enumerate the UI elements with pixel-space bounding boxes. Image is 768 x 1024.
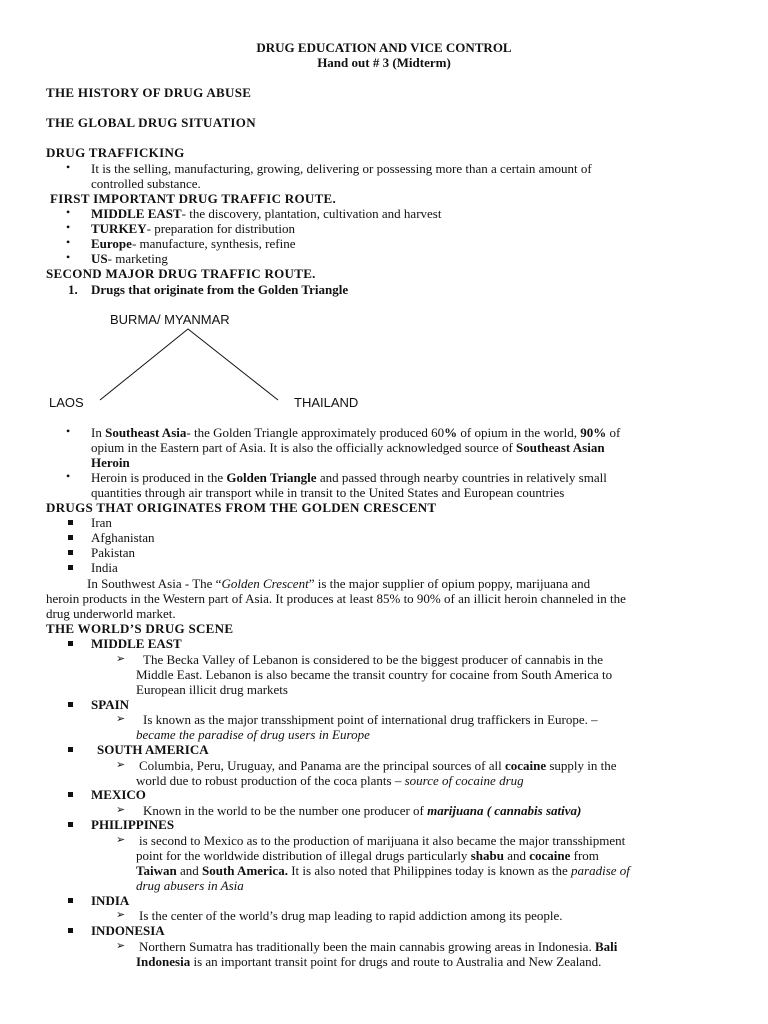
trafficking-def-line1: It is the selling, manufacturing, growing, delivering or possessing more than a certain amount of [91, 161, 592, 176]
region-india: INDIA [91, 893, 130, 908]
middle-east-line2: Middle East. Lebanon is also became the transit country for cocaine from South America to [136, 667, 613, 682]
indonesia-line2: Indonesia is an important transit point for drugs and route to Australia and New Zealand. [136, 954, 602, 969]
golden-triangle-bullet-1-line1: In Southeast Asia- the Golden Triangle approximately produced 60% of opium in the world, 90% of [91, 425, 621, 440]
crescent-country: India [91, 560, 118, 575]
document-subtitle: Hand out # 3 (Midterm) [317, 55, 451, 70]
arrow-bullet-icon: ➢ [116, 940, 126, 952]
triangle-outline [100, 329, 278, 400]
arrow-bullet-icon: ➢ [116, 909, 126, 921]
section-history: THE HISTORY OF DRUG ABUSE [46, 85, 252, 100]
golden-triangle-bullet-1-line2: opium in the Eastern part of Asia. It is also the officially acknowledged source of Southeast Asian [91, 440, 605, 455]
first-route-item: Europe- manufacture, synthesis, refine [91, 236, 296, 251]
arrow-bullet-icon: ➢ [116, 653, 126, 665]
square-bullet-icon [68, 822, 73, 827]
region-south-america: SOUTH AMERICA [97, 742, 209, 757]
triangle-label-left: LAOS [49, 395, 84, 410]
mexico-line1: Known in the world to be the number one producer of marijuana ( cannabis sativa) [143, 803, 582, 818]
square-bullet-icon [68, 550, 73, 555]
crescent-country: Iran [91, 515, 112, 530]
region-philippines: PHILIPPINES [91, 817, 175, 832]
philippines-line2: point for the worldwide distribution of illegal drugs particularly shabu and cocaine from [136, 848, 599, 863]
region-indonesia: INDONESIA [91, 923, 165, 938]
philippines-line3: Taiwan and South America. It is also noted that Philippines today is known as the paradise of [136, 863, 630, 878]
second-route-heading: SECOND MAJOR DRUG TRAFFIC ROUTE. [46, 266, 316, 281]
bullet-icon: • [66, 205, 71, 219]
south-america-line2: world due to robust production of the coca plants – source of cocaine drug [136, 773, 524, 788]
spain-line1: Is known as the major transshipment point of international drug traffickers in Europe. – [143, 712, 598, 727]
section-global: THE GLOBAL DRUG SITUATION [46, 115, 256, 130]
region-spain: SPAIN [91, 697, 130, 712]
golden-triangle-title: Drugs that originate from the Golden Triangle [91, 282, 349, 297]
first-route-item: US- marketing [91, 251, 168, 266]
arrow-bullet-icon: ➢ [116, 834, 126, 846]
crescent-paragraph-line2: heroin products in the Western part of Asia. It produces at least 85% to 90% of an illicit heroin channeled in the [46, 591, 626, 606]
india-line1: Is the center of the world’s drug map leading to rapid addiction among its people. [139, 908, 563, 923]
south-america-line1: Columbia, Peru, Uruguay, and Panama are the principal sources of all cocaine supply in the [139, 758, 617, 773]
square-bullet-icon [68, 898, 73, 903]
section-trafficking: DRUG TRAFFICKING [46, 145, 185, 160]
golden-triangle-bullet-2-line2: quantities through air transport while in transit to the United States and European countries [91, 485, 565, 500]
golden-triangle-bullet-1-line3: Heroin [91, 455, 130, 470]
document-title: DRUG EDUCATION AND VICE CONTROL [256, 40, 512, 55]
arrow-bullet-icon: ➢ [116, 804, 126, 816]
square-bullet-icon [68, 928, 73, 933]
arrow-bullet-icon: ➢ [116, 713, 126, 725]
spain-line2: became the paradise of drug users in Europe [136, 727, 370, 742]
middle-east-line3: European illicit drug markets [136, 682, 288, 697]
crescent-country: Afghanistan [91, 530, 155, 545]
bullet-icon: • [66, 250, 71, 264]
philippines-line4: drug abusers in Asia [136, 878, 244, 893]
square-bullet-icon [68, 520, 73, 525]
square-bullet-icon [68, 702, 73, 707]
crescent-country: Pakistan [91, 545, 136, 560]
square-bullet-icon [68, 565, 73, 570]
middle-east-line1: The Becka Valley of Lebanon is considered to be the biggest producer of cannabis in the [143, 652, 604, 667]
first-route-heading: FIRST IMPORTANT DRUG TRAFFIC ROUTE. [50, 191, 337, 206]
bullet-icon: • [66, 469, 71, 483]
indonesia-line1: Northern Sumatra has traditionally been the main cannabis growing areas in Indonesia. Bali [139, 939, 618, 954]
trafficking-def-line2: controlled substance. [91, 176, 201, 191]
square-bullet-icon [68, 641, 73, 646]
philippines-line1: is second to Mexico as to the production of marijuana it also became the major transshipment [139, 833, 626, 848]
crescent-paragraph-line3: drug underworld market. [46, 606, 176, 621]
world-scene-heading: THE WORLD’S DRUG SCENE [46, 621, 234, 636]
bullet-icon: • [66, 220, 71, 234]
arrow-bullet-icon: ➢ [116, 759, 126, 771]
golden-crescent-heading: DRUGS THAT ORIGINATES FROM THE GOLDEN CRESCENT [46, 500, 437, 515]
region-middle-east: MIDDLE EAST [91, 636, 182, 651]
square-bullet-icon [68, 792, 73, 797]
golden-triangle-bullet-2-line1: Heroin is produced in the Golden Triangle and passed through nearby countries in relatively small [91, 470, 607, 485]
bullet-icon: • [66, 235, 71, 249]
triangle-label-top: BURMA/ MYANMAR [110, 312, 230, 327]
bullet-icon: • [66, 160, 71, 174]
bullet-icon: • [66, 424, 71, 438]
square-bullet-icon [68, 535, 73, 540]
numbered-marker: 1. [68, 282, 78, 297]
first-route-item: TURKEY- preparation for distribution [91, 221, 296, 236]
first-route-item: MIDDLE EAST- the discovery, plantation, cultivation and harvest [91, 206, 442, 221]
square-bullet-icon [68, 747, 73, 752]
region-mexico: MEXICO [91, 787, 146, 802]
golden-triangle-diagram [90, 326, 290, 402]
triangle-label-right: THAILAND [294, 395, 359, 410]
crescent-paragraph-line1: In Southwest Asia - The “Golden Crescent” is the major supplier of opium poppy, marijuana and [87, 576, 591, 591]
